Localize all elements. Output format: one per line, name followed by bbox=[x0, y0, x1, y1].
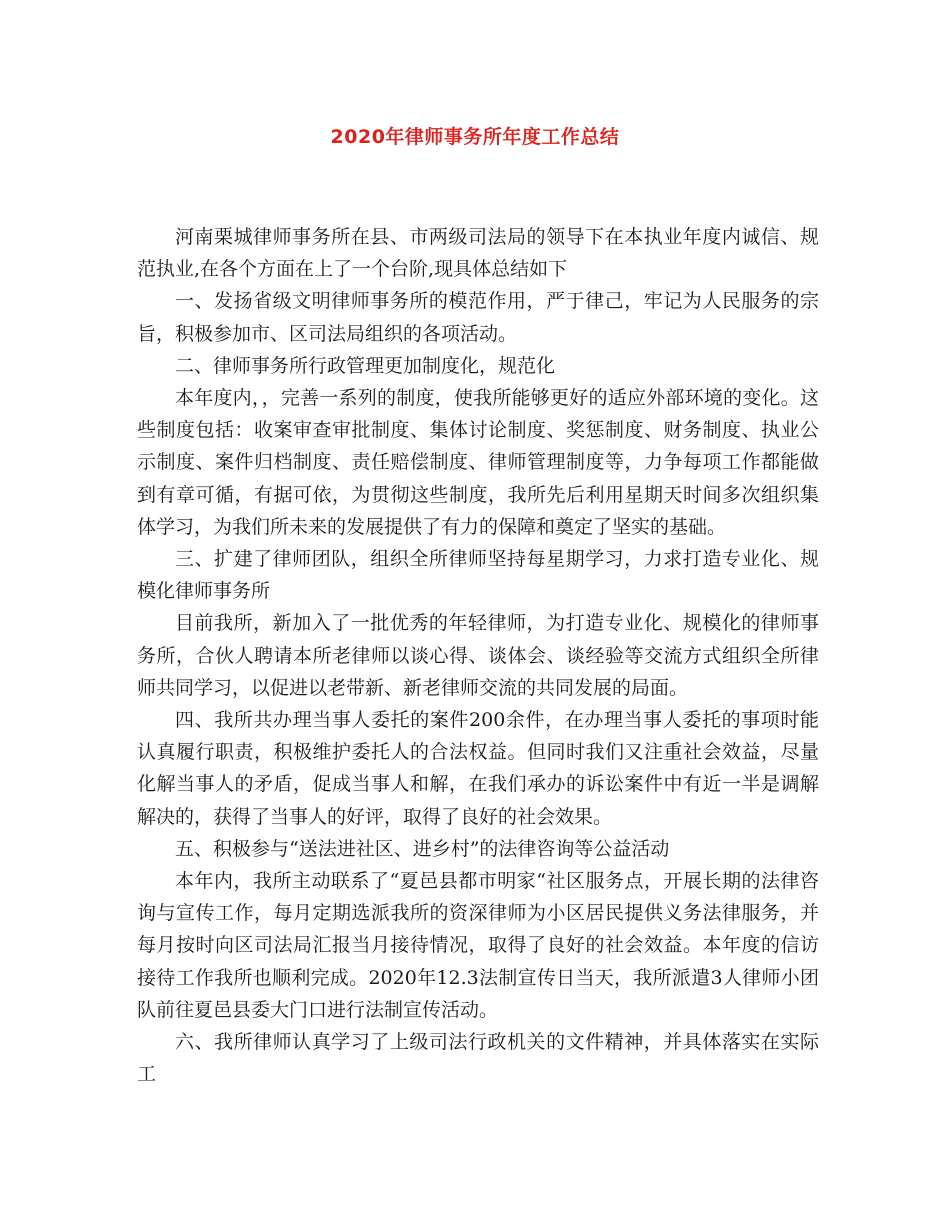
paragraph-section-6: 六、我所律师认真学习了上级司法行政机关的文件精神，并具体落实在实际工 bbox=[137, 1031, 819, 1086]
paragraph-section-2-heading: 二、律师事务所行政管理更加制度化，规范化 bbox=[175, 354, 556, 377]
paragraph-section-5-body: 本年内，我所主动联系了“夏邑县都市明家“社区服务点，开展长期的法律咨询与宣传工作，每月定期选派我所的资深律师为小区居民提供义务法律服务，并每月按时向区司法局汇报当月接待情况，取得了良好的社会效益。本年度的信访接待工作我所也顺利完成。2020年12.3法制宣传日当天，我所派遣3人律师小团队前往夏邑县委大门口进行法制宣传活动。 bbox=[137, 870, 819, 1021]
document-body bbox=[137, 221, 819, 1090]
paragraph-intro: 河南栗城律师事务所在县、市两级司法局的领导下在本执业年度内诚信、规范执业,在各个方面在上了一个台阶,现具体总结如下 bbox=[137, 226, 819, 281]
paragraph-section-4: 四、我所共办理当事人委托的案件200余件，在办理当事人委托的事项时能认真履行职责，积极维护委托人的合法权益。但同时我们又注重社会效益，尽量化解当事人的矛盾，促成当事人和解，在我们承办的诉讼案件中有近一半是调解解决的，获得了当事人的好评，取得了良好的社会效果。 bbox=[137, 709, 819, 828]
paragraph-section-3-body: 目前我所，新加入了一批优秀的年轻律师，为打造专业化、规模化的律师事务所，合伙人聘请本所老律师以谈心得、谈体会、谈经验等交流方式组织全所律师共同学习，以促进以老带新、新老律师交流的共同发展的局面。 bbox=[137, 612, 819, 699]
paragraph-section-1: 一、发扬省级文明律师事务所的模范作用，严于律己，牢记为人民服务的宗旨，积极参加市、区司法局组织的各项活动。 bbox=[137, 290, 819, 345]
paragraph-section-5-heading: 五、积极参与“送法进社区、进乡村”的法律咨询等公益活动 bbox=[175, 837, 670, 860]
document-title: 2020年律师事务所年度工作总结 bbox=[330, 126, 620, 148]
paragraph-section-3-heading: 三、扩建了律师团队，组织全所律师坚持每星期学习，力求打造专业化、规模化律师事务所 bbox=[137, 548, 819, 603]
paragraph-section-2-body: 本年度内，，完善一系列的制度，使我所能够更好的适应外部环境的变化。这些制度包括：收案审查审批制度、集体讨论制度、奖惩制度、财务制度、执业公示制度、案件归档制度、责任赔偿制度、律师管理制度等，力争每项工作都能做到有章可循，有据可依，为贯彻这些制度，我所先后利用星期天时间多次组织集体学习，为我们所未来的发展提供了有力的保障和奠定了坚实的基础。 bbox=[137, 387, 819, 538]
